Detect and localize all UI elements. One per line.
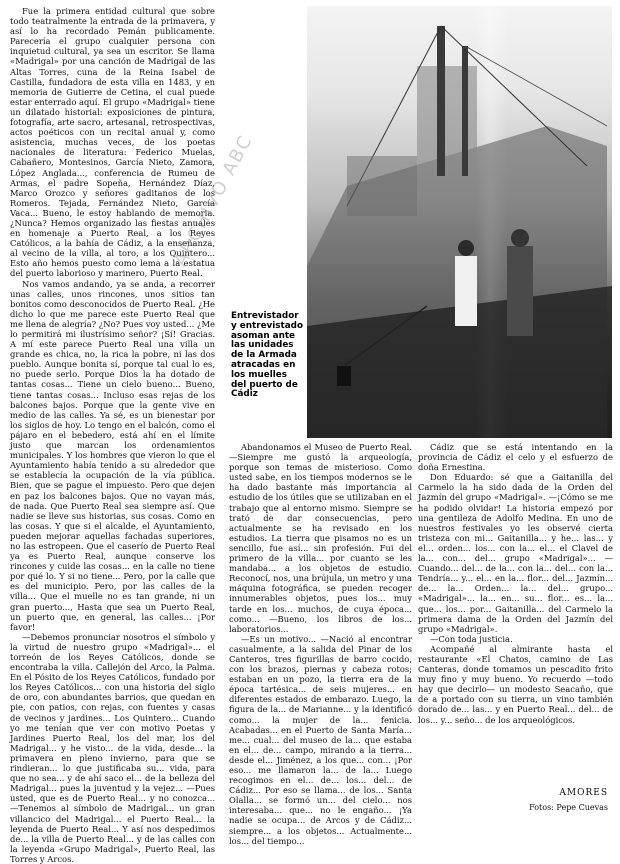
article-column-right <box>418 442 613 782</box>
article-paragraph: Cádiz que se está intentando en la provincia de Cádiz el celo y el esfuerzo de doña Ernestina. <box>418 442 613 473</box>
article-paragraph: Fue la primera entidad cultural que sobre todo teatralmente la entrada de la primavera, y así lo ha recordado Pemán publicamente. Parecería el grupo cualquier persona con inquietud cultural, ya sea un escritor. Se llama «Madrigal» por una canción de Madrigal de las Altas Torres, cuna de la Reina Isabel de Castilla, fundadora de esta villa en 1483, y en memoria de Gutierre de Cetina, el cual puede estar enterrado aquí. El grupo «Madrigal» tiene un dilatado historial: exposiciones de pintura, fotografía, arte sacro, artesanal, retrospectivas, actos poéticos con un recital anual y, como asistencia, muchas veces, de los poetas nacionales de literatura: Federico Muelas, Cabañero, Montesinos, García Nieto, Zamora, López Anglada..., conferencia de Rumeu de Armas, el padre Sopeña, Hernández Díaz, Marco Orozco y señores gaditanos de los Romeros. Tejada, Fernández Nieto, García Vaca... Bueno, le estoy hablando de memoria. ¿Nunca? Hemos organizado las fiestas anuales en homenaje a Puerto Real, a los Reyes Católicos, a la bahía de Cádiz, a la enseñanza, al vecino de la villa, al toro, a los Quintero... Esto año hemos puesto como lema a la estatua del puerto laborioso y marinero, Puerto Real. <box>10 6 215 279</box>
article-column-left <box>10 6 215 864</box>
article-column-middle <box>229 442 412 846</box>
article-paragraph: —Debemos pronunciar nosotros el símbolo y la virtud de nuestro grupo «Madrigal»... el torreón de los Reyes Católicos, donde se encontraba la villa. Callejón del Arco, la Palma. En el Pósito de los Reyes Católicos, fundado por los Reyes Católicos... con una historia del siglo de oro, con abundantes barrios, que quedan en pie, con patios, con rejas, con fuentes y casas de vecinos y jardines... Los Quintero... Cuando yo me tenían que ver con motivo Poetas y Jardines Puerto Real, los del mar, los del Madrigal... y he visto... de la vida, desde... la primavera en pleno invierno, para que se rindieran... lo que justificaba su... vida, para que no sea... y de ahí saco el... de la belleza del Madrigal... pues la juventud y la vejez... —Pues usted, que es de Puerto Real... y no conozca... —Tenemos al símbolo de Madrigal... un gran villancico del Madrigal... el Puerto Real... la leyenda de Puerto Real... Y así nos despedimos de... la villa de Puerto Real... y de las calles con la leyenda «Grupo Madrigal», Puerto Real, las Torres y Arcos. <box>10 631 215 864</box>
ship-illustration <box>307 6 612 438</box>
photo-caption: Entrevistador y entrevistado asoman ante las unidades de la Armada atracadas en los muelles del puerto de Cádiz <box>231 311 304 400</box>
harbor-photo <box>307 6 612 438</box>
author-signature: AMORES <box>559 788 608 798</box>
article-paragraph: Nos vamos andando, ya se anda, a recorrer unas calles, unos rincones, unos sitios tan bonitos como desconocidos de Puerto Real. ¿He dicho lo que me parece este Puerto Real que me llena de alegría? ¿No? Pues voy usted... ¿Me lo permitirá mi ilustrísimo señor? ¡Sí! Gracias. A mí este parece Puerto Real una villa un grande es chica, no, la rica la pobre, ni las dos pueblo. Aunque bonita sí, porque tal cual lo es, no puede serlo. Porque Dios la ha dotado de tantas cosas... Tiene un cielo bueno... Bueno, tiene tantas cosas... Incluso esas rejas de los balcones bajos. Porque que la gente vive en medio de las calles. Ya sé, es un bienestar por los siglos de hoy. Lo tengo en el balcón, como el pájaro en el bebedero, está ahí en el límite justo que marcan los ordenamientos municipales. Y los hombres que vieron lo que el Ayuntamiento había tenido a su alrededor que se establecía la ocupación de la vía pública. Bien, que se pague el impuesto. Pero que dejen en paz los balcones bajos. Que no vayan más, de nada. Que Puerto Real sea siempre así. Que nadie se lleve sus historias, sus cosas. Como en las cosas. Y que si el alcalde, el Ayuntamiento, pueden mejorar aquellas fachadas superiores, no las estropeen. Que el caserío de Puerto Real ya es Puerto Real, aunque conserve los rincones y cuide las cosas... en la calle no tiene por qué lo. Y si no tiene... Pero, por la calle que es del municipio. Pero, por las calles de la villa... Que el muelle no es tan grande, ni un gran puerto..., Hasta que sea un Puerto Real, un puerto que, en general, las calles... ¡Por favor! <box>10 278 215 632</box>
article-paragraph: Acompañé al almirante hasta el restaurante «El Chatos, camino de Las Canteras, donde tomamos un pescadito frito muy fino y muy bueno. Yo recuerdo —todo hay que decirlo— un modesto Seacaño, que de a portado con su tierra, un vino también dorado de... las... y en Puerto Real... del... de los... y... seño... de los arqueológicos. <box>418 643 613 725</box>
article-paragraph: —Con toda justicia. <box>430 633 513 644</box>
article-paragraph: Abandonamos el Museo de Puerto Real. —Siempre me gustó la arqueología, porque son temas de misterioso. Como usted sabe, en los tiempos modernos se le ha dado bastante más importancia al estudio de los útiles que se utilizaban en el trabajo que al entorno mismo. Siempre se trató de dar consecuencias, pero actualmente se ha revisado en los estudios. La tierra que pisamos no es un sencillo, fue así... sin profesión. Fui del primero de la villa... por cuanto se les mandaba... a los objetos de estudio. Reconocí, nos, una brújula, un metro y una máquina fotográfica, se pueden recoger innumerables objetos, pues los... muy tarde en los... muchos, de cuya época... como... —Bueno, los libros de los... laboratorios... <box>229 442 412 634</box>
photo-credit: Fotos: Pepe Cuevas <box>529 803 608 812</box>
article-paragraph: Don Eduardo: sé que a Gaitanilla del Carmelo la ha sido dada de la Orden del Jazmín del grupo «Madrigal». —¡Cómo se me ha podido olvidar! La historia empezó por una gentileza de Adolfo Medina. En uno de nuestros festivales yo les observé cierta tristeza con mi... Gaitanilla... y he... las... y el... orden... los... con la... el... el Clavel de la... con... del... grupo «Madrigal»... —Cuando... del... de la... con la... del... con la... Tendría... y... el... en la... flor... del... Jazmín... de... la... Orden... la... del... grupo... «Madrigal»... la... en... su... flor... es... la... que... los... por... Gaitanilla... del Carmelo la primera dama de la Orden del Jazmín del grupo «Madrigal». <box>418 472 613 634</box>
article-paragraph: —Es un motivo... —Nació al encontrar casualmente, a la salida del Pinar de los Canteros, tres figurillas de barro cocido, con los brazos, piernas y cabeza rotos; estaban en un pozo, la tierra era de la época tartésica... de seis mujeres... en diferentes estados de embarazo. Luego, la figura de la... de Marianne... y la identificó como... la mujer de la... fenicia. Acabadas... en el Puerto de Santa María... me... cual... del museo de la... que estaba en el... de... campo, mirando a la tierra... desde el... Jiménez, a los que... con... ¡Por eso... me llamaron la... de la... Luego recogimos en el... de... los... del... de Cádiz... Por eso se llama... de los... Santa Olalla... se formó un... del cielo... nos interesaba... que... no le engaño... ¡Ya nadie se ocupa... de Arcos y de Cádiz... siempre... a los objetos... Actualmente... los... del tiempo... <box>229 633 412 846</box>
archive-watermark: ARCHIVO ABC <box>170 130 258 270</box>
